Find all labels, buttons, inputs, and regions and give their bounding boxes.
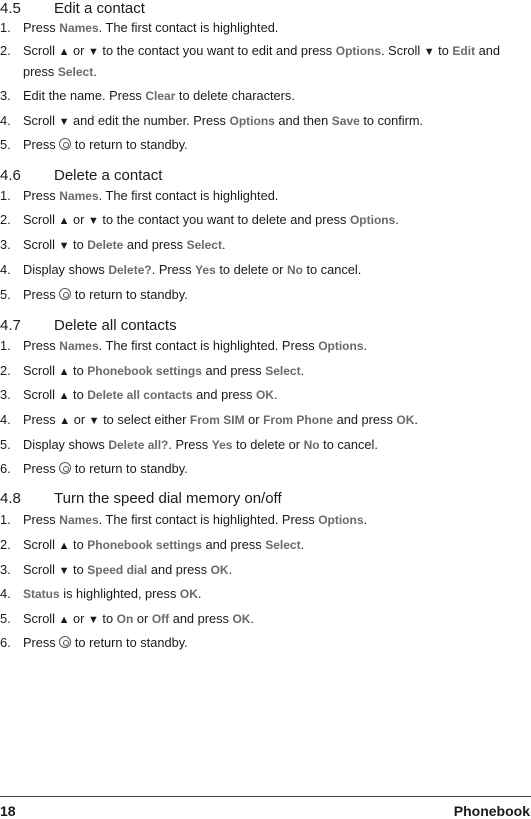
key-label: OK [210, 563, 229, 577]
step-text [23, 235, 528, 256]
key-label: Edit [452, 44, 476, 58]
step-number: 6. [0, 635, 11, 650]
end-key-icon [59, 288, 71, 300]
text-run: Scroll [23, 43, 59, 58]
up-arrow-icon: ▲ [58, 215, 70, 227]
step-text [23, 435, 528, 455]
step-text [23, 535, 528, 556]
step-text [23, 584, 528, 604]
step-number: 1. [0, 188, 11, 203]
step-text [23, 560, 528, 581]
step-number: 6. [0, 461, 11, 476]
text-run: Scroll [23, 237, 59, 252]
text-run: . [250, 611, 255, 626]
text-run: Press [23, 188, 60, 203]
down-arrow-icon: ▼ [58, 565, 70, 577]
step-item [0, 609, 528, 630]
down-arrow-icon: ▼ [88, 415, 100, 427]
end-key-icon [59, 138, 71, 150]
step-number: 2. [0, 43, 11, 58]
section-title: Turn the speed dial memory on/off [54, 490, 282, 507]
text-run: to [69, 363, 88, 378]
step-text [23, 111, 528, 132]
text-run: and press [201, 537, 266, 552]
step-number: 5. [0, 287, 11, 302]
text-run: . [300, 363, 305, 378]
end-key-icon [59, 636, 71, 648]
text-run: and press [192, 387, 256, 402]
key-label: Select [186, 238, 222, 252]
text-run: Scroll [23, 113, 59, 128]
key-label: No [303, 438, 320, 452]
step-text [23, 410, 528, 431]
key-label: OK [396, 413, 415, 427]
key-label: Clear [145, 89, 176, 103]
key-label: Phonebook settings [87, 538, 202, 552]
text-run: or [69, 43, 88, 58]
text-run: . [395, 212, 399, 227]
text-run: and press [169, 611, 233, 626]
text-run: and edit the number. Press [69, 113, 230, 128]
step-text [23, 41, 528, 82]
section-number: 4.6 [0, 167, 21, 184]
section-number: 4.5 [0, 0, 21, 17]
text-run: Scroll [23, 387, 59, 402]
text-run: and press [147, 562, 211, 577]
step-number: 5. [0, 137, 11, 152]
text-run: to cancel. [319, 437, 378, 452]
step-text [23, 510, 528, 530]
key-label: Options [229, 114, 275, 128]
text-run: . [363, 512, 368, 527]
step-text [23, 260, 528, 280]
text-run: to the contact you want to delete and press [98, 212, 350, 227]
step-text [23, 186, 528, 206]
text-run: . The first contact is highlighted. [98, 188, 279, 203]
down-arrow-icon: ▼ [87, 614, 99, 626]
key-label: Options [318, 513, 364, 527]
step-number: 3. [0, 387, 11, 402]
key-label: Names [59, 513, 99, 527]
key-label: Off [151, 612, 170, 626]
text-run: . [93, 64, 97, 79]
text-run: to [69, 562, 88, 577]
key-label: Save [331, 114, 360, 128]
key-label: Yes [211, 438, 233, 452]
step-item [0, 560, 528, 581]
key-label: Delete [87, 238, 124, 252]
step-number: 2. [0, 212, 11, 227]
step-item [0, 510, 528, 530]
step-item [0, 18, 528, 38]
step-number: 1. [0, 338, 11, 353]
step-number: 1. [0, 512, 11, 527]
text-run: to [69, 387, 88, 402]
text-run: to return to standby. [71, 461, 188, 476]
step-item [0, 235, 528, 256]
step-item [0, 210, 528, 231]
up-arrow-icon: ▲ [58, 390, 70, 402]
key-label: Options [335, 44, 382, 58]
text-run: Press [23, 287, 60, 302]
key-label: Select [265, 364, 301, 378]
key-label: Status [23, 587, 60, 601]
step-text [23, 609, 528, 630]
text-run: and press [123, 237, 187, 252]
step-text [23, 86, 528, 106]
text-run: to select either [99, 412, 190, 427]
text-run: . Press [168, 437, 212, 452]
text-run: to [69, 237, 88, 252]
text-run: . [300, 537, 305, 552]
text-run: . Press [151, 262, 196, 277]
text-run: to delete characters. [175, 88, 295, 103]
key-label: Options [318, 339, 364, 353]
key-label: Select [57, 65, 94, 79]
text-run: Press [23, 461, 60, 476]
text-run: and then [274, 113, 332, 128]
step-item [0, 111, 528, 132]
step-number: 3. [0, 562, 11, 577]
step-number: 4. [0, 262, 11, 277]
text-run: to [69, 537, 88, 552]
step-item [0, 285, 528, 305]
step-text [23, 18, 528, 38]
key-label: Speed dial [87, 563, 148, 577]
step-number: 3. [0, 88, 11, 103]
step-item [0, 435, 528, 455]
key-label: OK [232, 612, 251, 626]
up-arrow-icon: ▲ [58, 46, 70, 58]
key-label: Phonebook settings [87, 364, 202, 378]
text-run: Press [23, 137, 60, 152]
text-run: to delete or [215, 262, 287, 277]
key-label: OK [255, 388, 274, 402]
step-number: 2. [0, 537, 11, 552]
text-run: to the contact you want to edit and press [98, 43, 336, 58]
step-item [0, 186, 528, 206]
chapter-name: Phonebook [453, 803, 530, 819]
step-item [0, 410, 528, 431]
down-arrow-icon: ▼ [58, 240, 70, 252]
section-number: 4.7 [0, 317, 21, 334]
step-item [0, 459, 528, 479]
text-run: and press [201, 363, 266, 378]
text-run: . The first contact is highlighted. Press [98, 338, 319, 353]
step-text [23, 135, 528, 155]
text-run: . [414, 412, 418, 427]
text-run: to [98, 611, 117, 626]
section-number: 4.8 [0, 490, 21, 507]
step-text [23, 210, 528, 231]
step-item [0, 336, 528, 356]
key-label: Delete all? [108, 438, 169, 452]
text-run: Press [23, 412, 60, 427]
text-run: Press [23, 512, 60, 527]
up-arrow-icon: ▲ [58, 614, 70, 626]
step-item [0, 385, 528, 406]
text-run: . [221, 237, 226, 252]
step-number: 4. [0, 412, 11, 427]
text-run: Edit the name. Press [23, 88, 146, 103]
step-text [23, 361, 528, 382]
text-run: Scroll [23, 611, 59, 626]
step-number: 2. [0, 363, 11, 378]
text-run: or [133, 611, 152, 626]
step-number: 5. [0, 437, 11, 452]
end-key-icon [59, 462, 71, 474]
step-number: 3. [0, 237, 11, 252]
text-run: to return to standby. [71, 287, 188, 302]
text-run: . [197, 586, 202, 601]
text-run: . The first contact is highlighted. [98, 20, 279, 35]
text-run: to confirm. [359, 113, 424, 128]
text-run: Press [23, 635, 60, 650]
text-run: Press [23, 20, 60, 35]
key-label: OK [179, 587, 198, 601]
text-run: . [273, 387, 278, 402]
key-label: Select [265, 538, 301, 552]
step-item [0, 86, 528, 106]
up-arrow-icon: ▲ [58, 366, 70, 378]
page-number: 18 [0, 803, 16, 819]
text-run: Display shows [23, 262, 109, 277]
key-label: Names [59, 21, 99, 35]
step-item [0, 135, 528, 155]
section-heading [0, 166, 162, 186]
step-number: 4. [0, 113, 11, 128]
step-text [23, 285, 528, 305]
text-run: Display shows [23, 437, 109, 452]
up-arrow-icon: ▲ [58, 540, 70, 552]
step-number: 4. [0, 586, 11, 601]
key-label: On [116, 612, 134, 626]
text-run: to return to standby. [71, 635, 188, 650]
step-item [0, 584, 528, 604]
text-run: is highlighted, press [59, 586, 180, 601]
step-item [0, 633, 528, 653]
text-run: or [70, 412, 89, 427]
text-run: Scroll [23, 212, 59, 227]
text-run: and press [333, 412, 397, 427]
text-run: to [434, 43, 453, 58]
section-heading [0, 316, 177, 336]
text-run: or [69, 611, 88, 626]
text-run: . [228, 562, 233, 577]
step-text [23, 459, 528, 479]
key-label: From SIM [189, 413, 245, 427]
key-label: Names [59, 189, 99, 203]
text-run: Press [23, 338, 60, 353]
key-label: Options [349, 213, 396, 227]
text-run: Scroll [23, 537, 59, 552]
step-item [0, 41, 528, 82]
key-label: Delete all contacts [87, 388, 193, 402]
text-run: . The first contact is highlighted. Press [98, 512, 319, 527]
step-number: 5. [0, 611, 11, 626]
step-item [0, 535, 528, 556]
section-heading [0, 0, 145, 19]
down-arrow-icon: ▼ [87, 46, 99, 58]
text-run: or [244, 412, 264, 427]
text-run: Scroll [23, 363, 59, 378]
down-arrow-icon: ▼ [423, 46, 435, 58]
key-label: No [286, 263, 303, 277]
text-run: Scroll [23, 562, 59, 577]
down-arrow-icon: ▼ [58, 116, 70, 128]
step-text [23, 633, 528, 653]
section-title: Edit a contact [54, 0, 145, 17]
step-item [0, 260, 528, 280]
step-item [0, 361, 528, 382]
section-title: Delete a contact [54, 167, 163, 184]
text-run: to return to standby. [71, 137, 188, 152]
text-run: and press [23, 43, 501, 79]
text-run: . [363, 338, 368, 353]
step-number: 1. [0, 20, 11, 35]
key-label: Yes [195, 263, 216, 277]
key-label: From Phone [263, 413, 334, 427]
text-run: . Scroll [381, 43, 424, 58]
key-label: Delete? [108, 263, 152, 277]
step-text [23, 385, 528, 406]
down-arrow-icon: ▼ [87, 215, 99, 227]
section-title: Delete all contacts [54, 317, 177, 334]
text-run: to delete or [232, 437, 304, 452]
footer-divider [0, 796, 531, 797]
step-text [23, 336, 528, 356]
text-run: to cancel. [302, 262, 362, 277]
text-run: or [69, 212, 88, 227]
up-arrow-icon: ▲ [59, 415, 71, 427]
section-heading [0, 489, 282, 509]
key-label: Names [59, 339, 99, 353]
